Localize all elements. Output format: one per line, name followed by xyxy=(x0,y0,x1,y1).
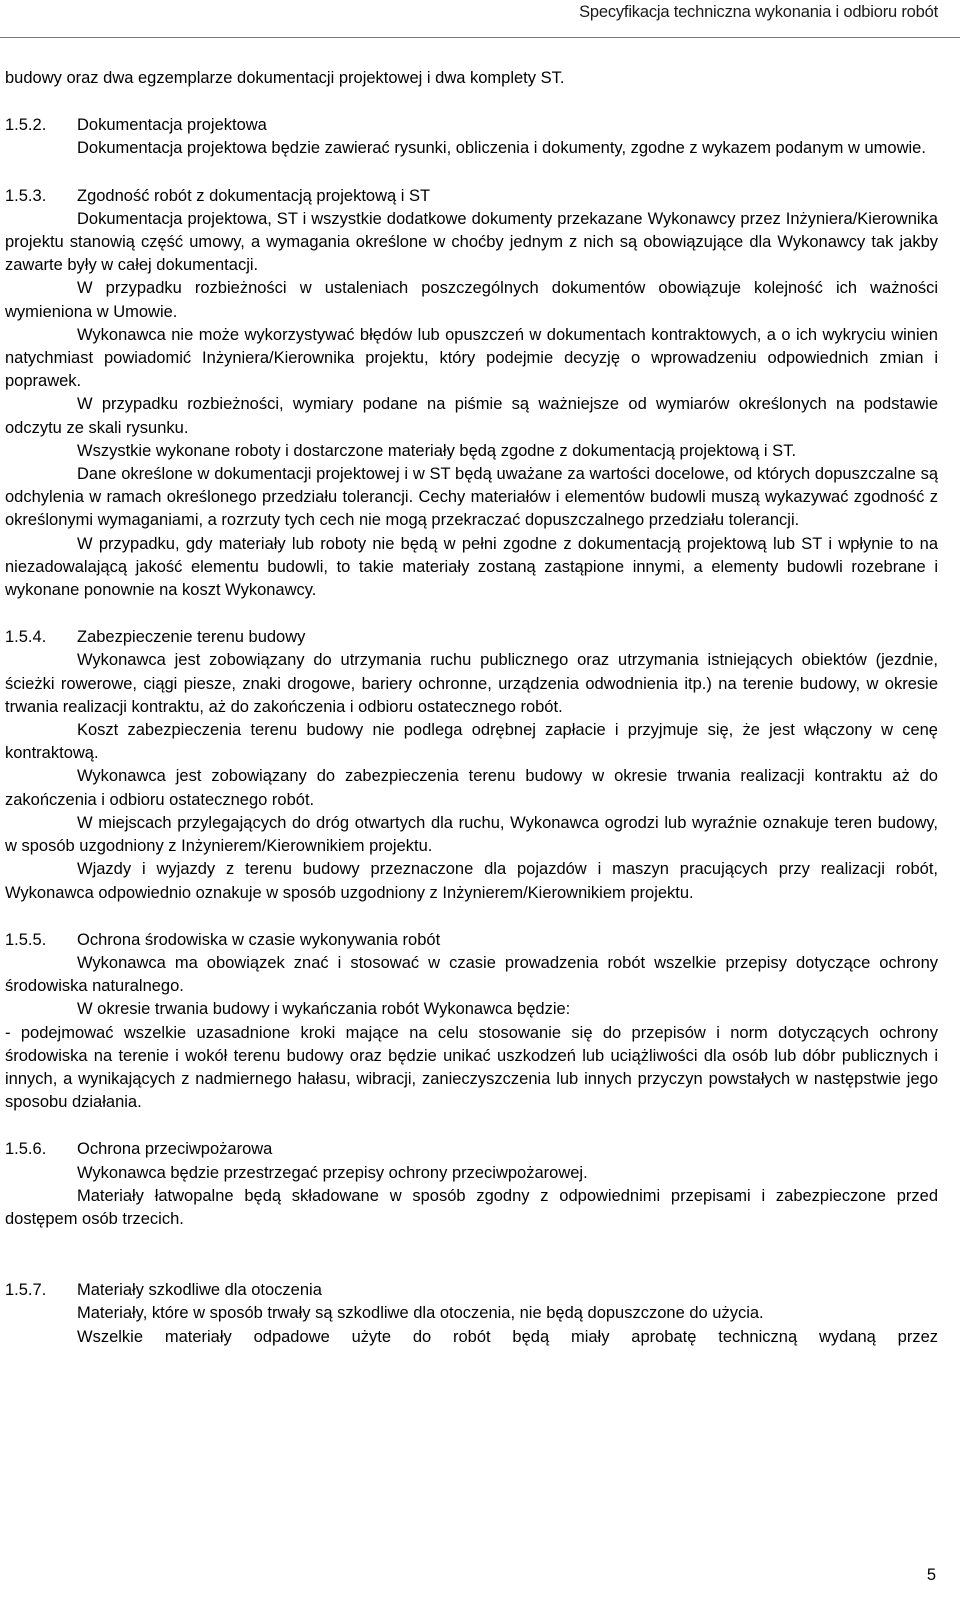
paragraph: Dokumentacja projektowa będzie zawierać rysunki, obliczenia i dokumenty, zgodne z wykazem podanym w umowie. xyxy=(77,139,926,158)
paragraph: Dokumentacja projektowa, ST i wszystkie dodatkowe dokumenty przekazane Wykonawcy przez Inżyniera/Kierownika projektu stanowią część umowy, a wymagania określone w choćby jednym z nich są obowiązujące dla Wykonawcy tak jakby zawarte były w całej dokumentacji. xyxy=(5,209,938,275)
document-body xyxy=(5,67,938,1349)
section-heading xyxy=(5,114,938,137)
page-header xyxy=(0,0,960,40)
paragraph-gap xyxy=(5,90,938,114)
paragraph: Dane określone w dokumentacji projektowej i w ST będą uważane za wartości docelowe, od których dopuszczalne są odchylenia w ramach określonego przedziału tolerancji. Cechy materiałów i elementów budowli muszą wykazywać zgodność z określonymi wymaganiami, a rozrzuty tych cech nie mogą przekraczać dopuszczalnego przedziału tolerancji. xyxy=(5,465,938,530)
paragraph-gap xyxy=(5,1114,938,1138)
section-heading xyxy=(5,626,938,649)
paragraph: budowy oraz dwa egzemplarze dokumentacji projektowej i dwa komplety ST. xyxy=(5,69,565,87)
header-title: Specyfikacja techniczna wykonania i odbioru robót xyxy=(579,3,938,21)
paragraph: W przypadku rozbieżności, wymiary podane na piśmie są ważniejsze od wymiarów określonych na podstawie odczytu ze skali rysunku. xyxy=(5,395,938,437)
section-title: Ochrona środowiska w czasie wykonywania robót xyxy=(77,930,441,949)
section-number: 1.5.4. xyxy=(5,628,47,647)
paragraph-gap xyxy=(5,602,938,626)
section-title: Zgodność robót z dokumentacją projektową i ST xyxy=(77,186,431,205)
section-title: Zabezpieczenie terenu budowy xyxy=(77,628,306,647)
paragraph: Wykonawca ma obowiązek znać i stosować w czasie prowadzenia robót wszelkie przepisy dotyczące ochrony środowiska naturalnego. xyxy=(5,953,938,996)
section-title: Dokumentacja projektowa xyxy=(77,116,267,135)
section-number: 1.5.3. xyxy=(5,186,47,205)
paragraph: Materiały, które w sposób trwały są szkodliwe dla otoczenia, nie będą dopuszczone do użycia. xyxy=(77,1304,764,1323)
section-title: Ochrona przeciwpożarowa xyxy=(77,1140,273,1159)
paragraph: W przypadku, gdy materiały lub roboty nie będą w pełni zgodne z dokumentacją projektową lub ST i wpłynie to na niezadowalającą jakość elementu budowli, to takie materiały zostaną zastąpione innymi, a elementy budowli rozebrane i wykonane ponownie na koszt Wykonawcy. xyxy=(5,534,938,600)
section-heading xyxy=(5,929,938,952)
paragraph: Wykonawca jest zobowiązany do zabezpieczenia terenu budowy w okresie trwania realizacji kontraktu aż do zakończenia i odbioru ostatecznego robót. xyxy=(5,767,938,809)
paragraph: W miejscach przylegających do dróg otwartych dla ruchu, Wykonawca ogrodzi lub wyraźnie oznakuje teren budowy, w sposób uzgodniony z Inżynierem/Kierownikiem projektu. xyxy=(5,813,938,856)
paragraph: Wszelkie materiały odpadowe użyte do robót będą miały aprobatę techniczną wydaną przez xyxy=(77,1327,938,1346)
section-heading xyxy=(5,1138,938,1161)
paragraph: W okresie trwania budowy i wykańczania robót Wykonawca będzie: xyxy=(77,1000,571,1019)
paragraph: - podejmować wszelkie uzasadnione kroki mające na celu stosowanie się do przepisów i norm dotyczących ochrony środowiska na terenie i wokół terenu budowy oraz będzie unikać uszkodzeń lub uciążliwości dla osób lub dóbr publicznych i innych, a wynikających z nadmiernego hałasu, wibracji, zanieczyszczenia lub innych przyczyn powstałych w następstwie jego sposobu działania. xyxy=(5,1023,938,1112)
section-number: 1.5.7. xyxy=(5,1281,47,1300)
paragraph-gap xyxy=(5,905,938,929)
section-heading xyxy=(5,1279,938,1302)
paragraph: Materiały łatwopalne będą składowane w sposób zgodny z odpowiednimi przepisami i zabezpieczone przed dostępem osób trzecich. xyxy=(5,1186,938,1228)
section-number: 1.5.5. xyxy=(5,930,47,949)
section-title: Materiały szkodliwe dla otoczenia xyxy=(77,1281,322,1300)
paragraph: Wszystkie wykonane roboty i dostarczone materiały będą zgodne z dokumentacją projektową i ST. xyxy=(77,441,797,460)
section-number: 1.5.2. xyxy=(5,116,47,135)
section-number: 1.5.6. xyxy=(5,1140,47,1159)
paragraph: Wykonawca jest zobowiązany do utrzymania ruchu publicznego oraz utrzymania istniejących obiektów (jezdnie, ścieżki rowerowe, ciągi piesze, znaki drogowe, bariery ochronne, urządzenia odwodnienia itp.) na terenie budowy, w okresie trwania realizacji kontraktu, aż do zakończenia i odbioru ostatecznego robót. xyxy=(5,651,938,716)
paragraph: Wykonawca nie może wykorzystywać błędów lub opuszczeń w dokumentach kontraktowych, a o ich wykryciu winien natychmiast powiadomić Inżyniera/Kierownika projektu, który podejmie decyzję o wprowadzeniu odpowiednich zmian i poprawek. xyxy=(5,325,938,391)
section-heading xyxy=(5,185,938,208)
paragraph: Wykonawca będzie przestrzegać przepisy ochrony przeciwpożarowej. xyxy=(77,1163,588,1182)
paragraph-gap xyxy=(5,1255,938,1279)
paragraph: W przypadku rozbieżności w ustaleniach poszczególnych dokumentów obowiązuje kolejność ich ważności wymieniona w Umowie. xyxy=(5,279,938,321)
paragraph: Koszt zabezpieczenia terenu budowy nie podlega odrębnej zapłacie i przyjmuje się, że jest włączony w cenę kontraktową. xyxy=(5,721,938,763)
paragraph-gap xyxy=(5,1231,938,1255)
header-rule xyxy=(0,37,960,38)
page-number: 5 xyxy=(926,1566,936,1584)
paragraph: Wjazdy i wyjazdy z terenu budowy przeznaczone dla pojazdów i maszyn pracujących przy realizacji robót, Wykonawca odpowiednio oznakuje w sposób uzgodniony z Inżynierem/Kierownikiem projektu. xyxy=(5,860,938,902)
paragraph-gap xyxy=(5,161,938,185)
